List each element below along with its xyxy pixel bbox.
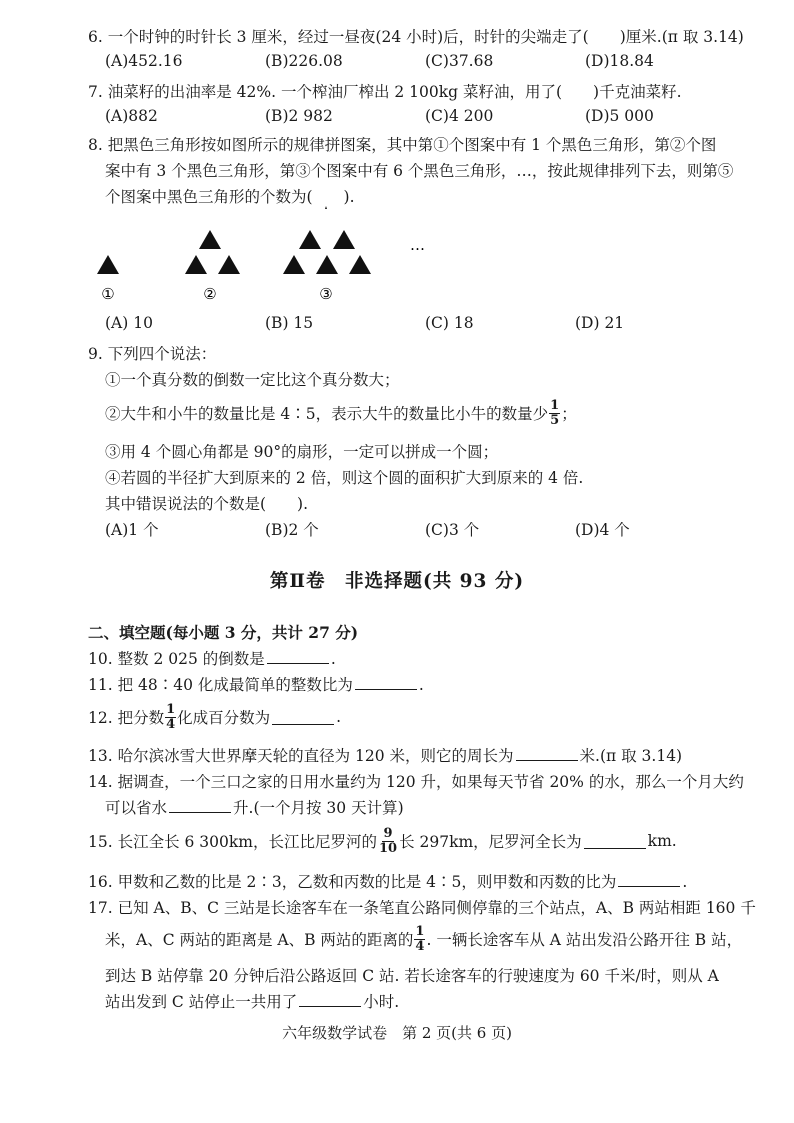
q11-end: . [418,676,424,694]
q7-option-c: (C)4 200 [425,107,494,125]
q11-answer-blank[interactable] [355,675,417,690]
q12-text: 12. 把分数 [88,709,165,727]
question-9-options [105,518,765,540]
triangle-3-top [325,206,327,209]
q10-end: . [330,650,336,668]
q7-option-b: (B)2 982 [265,107,333,125]
q11-text: 11. 把 48∶40 化成最简单的整数比为 [88,676,353,694]
q13-answer-blank[interactable] [516,746,578,761]
q12-end: . [336,708,342,726]
figure-ellipsis: … [410,236,425,254]
triangle-1-1 [97,255,119,274]
question-6-options [105,52,765,74]
question-10 [88,647,336,669]
q9-statement-2-end: ； [561,405,577,423]
question-14-line-2 [105,796,404,818]
question-17-line-3: 到达 B 站停靠 20 分钟后沿公路返回 C 站. 若长途客车的行驶速度为 60 千米/时，则从 A [105,967,719,985]
q13-text: 13. 哈尔滨冰雪大世界摩天轮的直径为 120 米，则它的周长为 [88,747,514,765]
q17-text: 米，A、C 两站的距离是 A、B 两站的距离的 [105,931,414,949]
fill-in-section-header: 二、填空题(每小题 3 分，共计 27 分) [88,623,359,642]
question-17-line-4 [105,990,399,1012]
question-11 [88,673,424,695]
q9-statement-3: ③用 4 个圆心角都是 90°的扇形，一定可以拼成一个圆； [105,443,499,461]
question-15 [88,824,677,858]
q15-answer-blank[interactable] [584,834,646,849]
question-13 [88,744,682,766]
q15-end: km. [647,832,677,850]
question-14-line-1: 14. 据调查，一个三口之家的日用水量约为 120 升，如果每天节省 20% 的水，那么一个月大约 [88,773,744,791]
triangle-3-5 [349,255,371,274]
q12-fraction [165,703,176,731]
q9-option-b: (B)2 个 [265,521,319,539]
q10-text: 10. 整数 2 025 的倒数是 [88,650,265,668]
q9-option-a: (A)1 个 [105,521,159,539]
q15-fraction-denominator: 10 [378,840,398,856]
q7-option-a: (A)882 [105,107,158,125]
figure-label-3: ③ [319,285,333,303]
q14-answer-blank[interactable] [169,798,231,813]
q17-fraction [414,925,425,953]
q6-option-b: (B)226.08 [265,52,343,70]
question-12 [88,700,341,734]
question-17-line-2 [105,922,742,956]
q9-option-c: (C)3 个 [425,521,480,539]
triangle-pattern-figure [90,200,450,305]
triangle-2-3 [218,255,240,274]
q13-end: 米.(π 取 3.14) [579,747,683,765]
q15-text-mid: 长 297km，尼罗河全长为 [399,833,582,851]
q14-text: 可以省水 [105,799,168,817]
triangle-2-1 [199,230,221,249]
q9-fraction-denominator: 5 [550,412,560,428]
q8-option-a: (A) 10 [105,314,153,332]
q17-fraction-denominator: 4 [415,938,425,954]
q9-option-d: (D)4 个 [575,521,630,539]
triangle-2-2 [185,255,207,274]
triangle-3-1 [299,230,321,249]
q6-option-a: (A)452.16 [105,52,183,70]
question-9-title: 9. 下列四个说法： [88,345,217,363]
page-footer: 六年级数学试卷 第 2 页(共 6 页) [282,1024,512,1042]
q8-option-b: (B) 15 [265,314,314,332]
q6-option-d: (D)18.84 [585,52,654,70]
q12-text-mid: 化成百分数为 [177,709,271,727]
figure-label-1: ① [101,285,115,303]
q7-option-d: (D)5 000 [585,107,654,125]
question-7-options [105,107,765,129]
q12-fraction-numerator: 1 [166,701,176,717]
question-8-line-1: 8. 把黑色三角形按如图所示的规律拼图案，其中第①个图案中有 1 个黑色三角形，第②个图 [88,136,717,154]
q16-text: 16. 甲数和乙数的比是 2∶3，乙数和丙数的比是 4∶5，则甲数和丙数的比为 [88,873,617,891]
q12-answer-blank[interactable] [272,710,334,725]
q16-end: . [682,873,688,891]
q17-end: 小时. [363,993,400,1011]
q17-answer-blank[interactable] [299,992,361,1007]
q17-line-4-text: 站出发到 C 站停止一共用了 [105,993,298,1011]
question-8-options [105,314,765,336]
q15-text: 15. 长江全长 6 300km，长江比尼罗河的 [88,833,377,851]
q14-end: 升.(一个月按 30 天计算) [233,799,404,817]
q9-fraction [549,399,560,427]
q9-statement-1: ①一个真分数的倒数一定比这个真分数大； [105,371,400,389]
q16-answer-blank[interactable] [618,872,680,887]
q12-fraction-denominator: 4 [166,716,176,732]
question-17-line-1: 17. 已知 A、B、C 三站是长途客车在一条笔直公路同侧停靠的三个站点，A、B 两站相距 160 千 [88,899,756,917]
question-8-line-2: 案中有 3 个黑色三角形，第③个图案中有 6 个黑色三角形，…，按此规律排列下去，则第⑤ [105,162,734,180]
q10-answer-blank[interactable] [267,649,329,664]
triangle-3-4 [316,255,338,274]
question-6-text: 6. 一个时钟的时针长 3 厘米，经过一昼夜(24 小时)后，时针的尖端走了( )厘米.(π 取 3.14) [88,28,744,46]
triangle-3-2 [333,230,355,249]
q9-statement-4: ④若圆的半径扩大到原来的 2 倍，则这个圆的面积扩大到原来的 4 倍. [105,469,584,487]
question-7-text: 7. 油菜籽的出油率是 42%. 一个榨油厂榨出 2 100kg 菜籽油，用了( )千克油菜籽. [88,83,682,101]
q17-fraction-numerator: 1 [415,923,425,939]
q6-option-c: (C)37.68 [425,52,494,70]
q9-fraction-numerator: 1 [550,397,560,413]
q9-statement-2 [105,396,577,430]
question-8-line-3: 个图案中黑色三角形的个数为( ). [105,188,355,206]
figure-label-2: ② [203,285,217,303]
q9-ask: 其中错误说法的个数是( ). [105,495,309,513]
q17-text-end: . 一辆长途客车从 A 站出发沿公路开往 B 站， [426,931,743,949]
q9-statement-2-text: ②大牛和小牛的数量比是 4∶5，表示大牛的数量比小牛的数量少 [105,405,549,423]
q15-fraction-numerator: 9 [383,825,393,841]
triangle-3-3 [283,255,305,274]
question-16 [88,870,687,892]
section-2-title: 第Ⅱ卷 非选择题(共 93 分) [269,571,525,592]
q15-fraction [378,827,398,855]
q8-option-c: (C) 18 [425,314,474,332]
q8-option-d: (D) 21 [575,314,625,332]
